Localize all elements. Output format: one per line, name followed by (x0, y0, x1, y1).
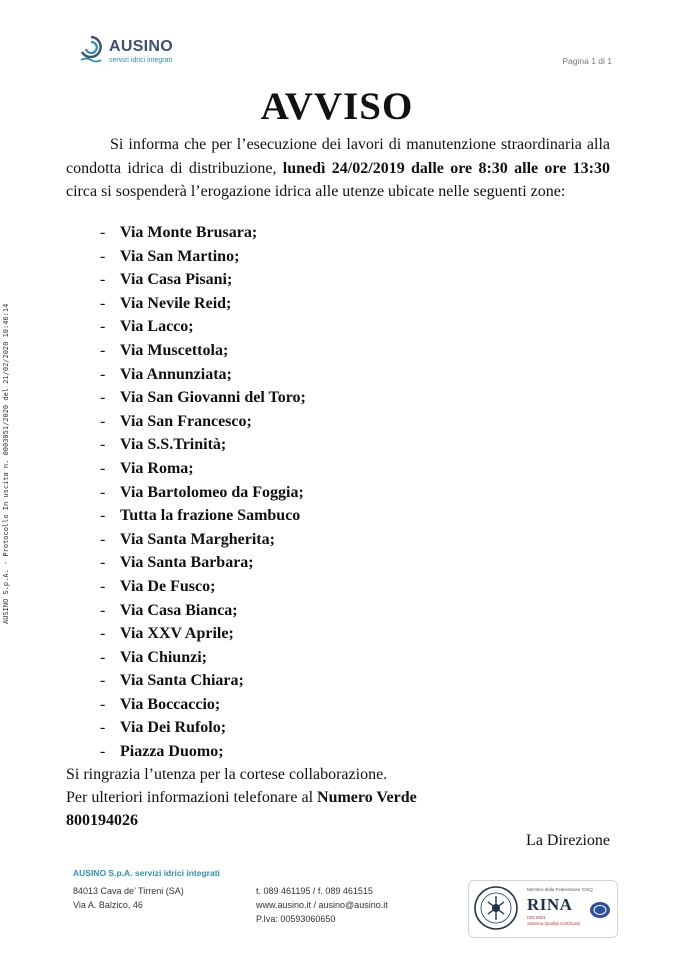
footer-phone-fax: t. 089 461195 / f. 089 461515 (256, 886, 373, 896)
list-item: - Via Santa Barbara; (100, 554, 254, 572)
list-item: - Via Nevile Reid; (100, 294, 232, 312)
list-item: - Via Muscettola; (100, 341, 229, 359)
closing-info-bold: Numero Verde (317, 789, 417, 806)
list-item: - Via Annunziata; (100, 365, 232, 383)
street-list (100, 221, 306, 764)
footer-company: AUSINO S.p.A. servizi idrici integrati (73, 868, 220, 878)
cert-iso-text (527, 915, 580, 927)
page-title: AVVISO (260, 85, 414, 128)
list-item: - Via Santa Chiara; (100, 672, 244, 690)
list-item: - Via Chiunzi; (100, 648, 207, 666)
intro-paragraph (66, 133, 610, 204)
list-item: - Via Lacco; (100, 318, 194, 336)
footer-vat: P.Iva: 00593060650 (256, 914, 336, 924)
signature: La Direzione (526, 832, 610, 849)
cert-system: Sistema Qualità Certificato (527, 921, 581, 926)
list-item: - Via Bartolomeo da Foggia; (100, 483, 304, 501)
list-item: - Via San Francesco; (100, 412, 252, 430)
closing-info-text: Per ulteriori informazioni telefonare al (66, 789, 314, 806)
closing-paragraph (66, 763, 610, 832)
cisq-badge-icon (589, 901, 611, 919)
list-item: - Via San Martino; (100, 247, 240, 265)
ausino-logo (78, 32, 198, 74)
list-item: - Via Casa Pisani; (100, 271, 233, 289)
rina-certification-badge (468, 880, 618, 938)
list-item: - Via XXV Aprile; (100, 625, 234, 643)
list-item: - Via Dei Rufolo; (100, 719, 227, 737)
list-item: - Via Roma; (100, 459, 194, 477)
ausino-logo-icon (78, 34, 104, 64)
footer-address-line-1: 84013 Cava de’ Tirreni (SA) (73, 886, 184, 896)
logo-tagline: servizi idrici integrati (109, 57, 173, 64)
list-item: - Via De Fusco; (100, 577, 216, 595)
list-item: - Via Casa Bianca; (100, 601, 238, 619)
toll-free-number: 800194026 (66, 812, 138, 829)
logo-name: AUSINO (109, 38, 174, 55)
cert-member-text: Membro della Federazione CISQ (527, 887, 593, 892)
list-item: - Via S.S.Trinità; (100, 436, 227, 454)
cert-iso: ISO 9001 (527, 915, 547, 920)
list-item: - Piazza Duomo; (100, 743, 224, 761)
list-item: - Tutta la frazione Sambuco (100, 507, 301, 525)
list-item: - Via Boccaccio; (100, 695, 221, 713)
intro-text-1: Si informa che per l’esecuzione dei lavori di manutenzione straordinaria alla condotta idrica di distribuzione, (66, 136, 610, 177)
list-item: - Via Santa Margherita; (100, 530, 275, 548)
closing-info (66, 786, 610, 809)
intro-date: lunedì 24/02/2019 dalle ore 8:30 alle ore 13:30 (282, 159, 610, 177)
intro-text-2: circa si sospenderà l’erogazione idrica alle utenze ubicate nelle seguenti zone: (66, 183, 566, 200)
footer-address-line-2: Via A. Balzico, 46 (73, 900, 143, 910)
page-number: Pagina 1 di 1 (562, 56, 612, 66)
list-item: - Via Monte Brusara; (100, 224, 258, 241)
protocol-stamp: AUSINO S.p.A. - Protocollo In uscita n. 0003051/2020 del 21/02/2020 10:46:14 (2, 303, 10, 624)
closing-thanks: Si ringrazia l’utenza per la cortese collaborazione. (66, 766, 388, 783)
cert-name: RINA (527, 895, 573, 914)
rina-seal-icon (473, 885, 519, 931)
footer-address (73, 884, 184, 912)
footer-contacts (256, 884, 388, 926)
footer-web-email: www.ausino.it / ausino@ausino.it (256, 900, 388, 910)
list-item: - Via San Giovanni del Toro; (100, 389, 306, 407)
